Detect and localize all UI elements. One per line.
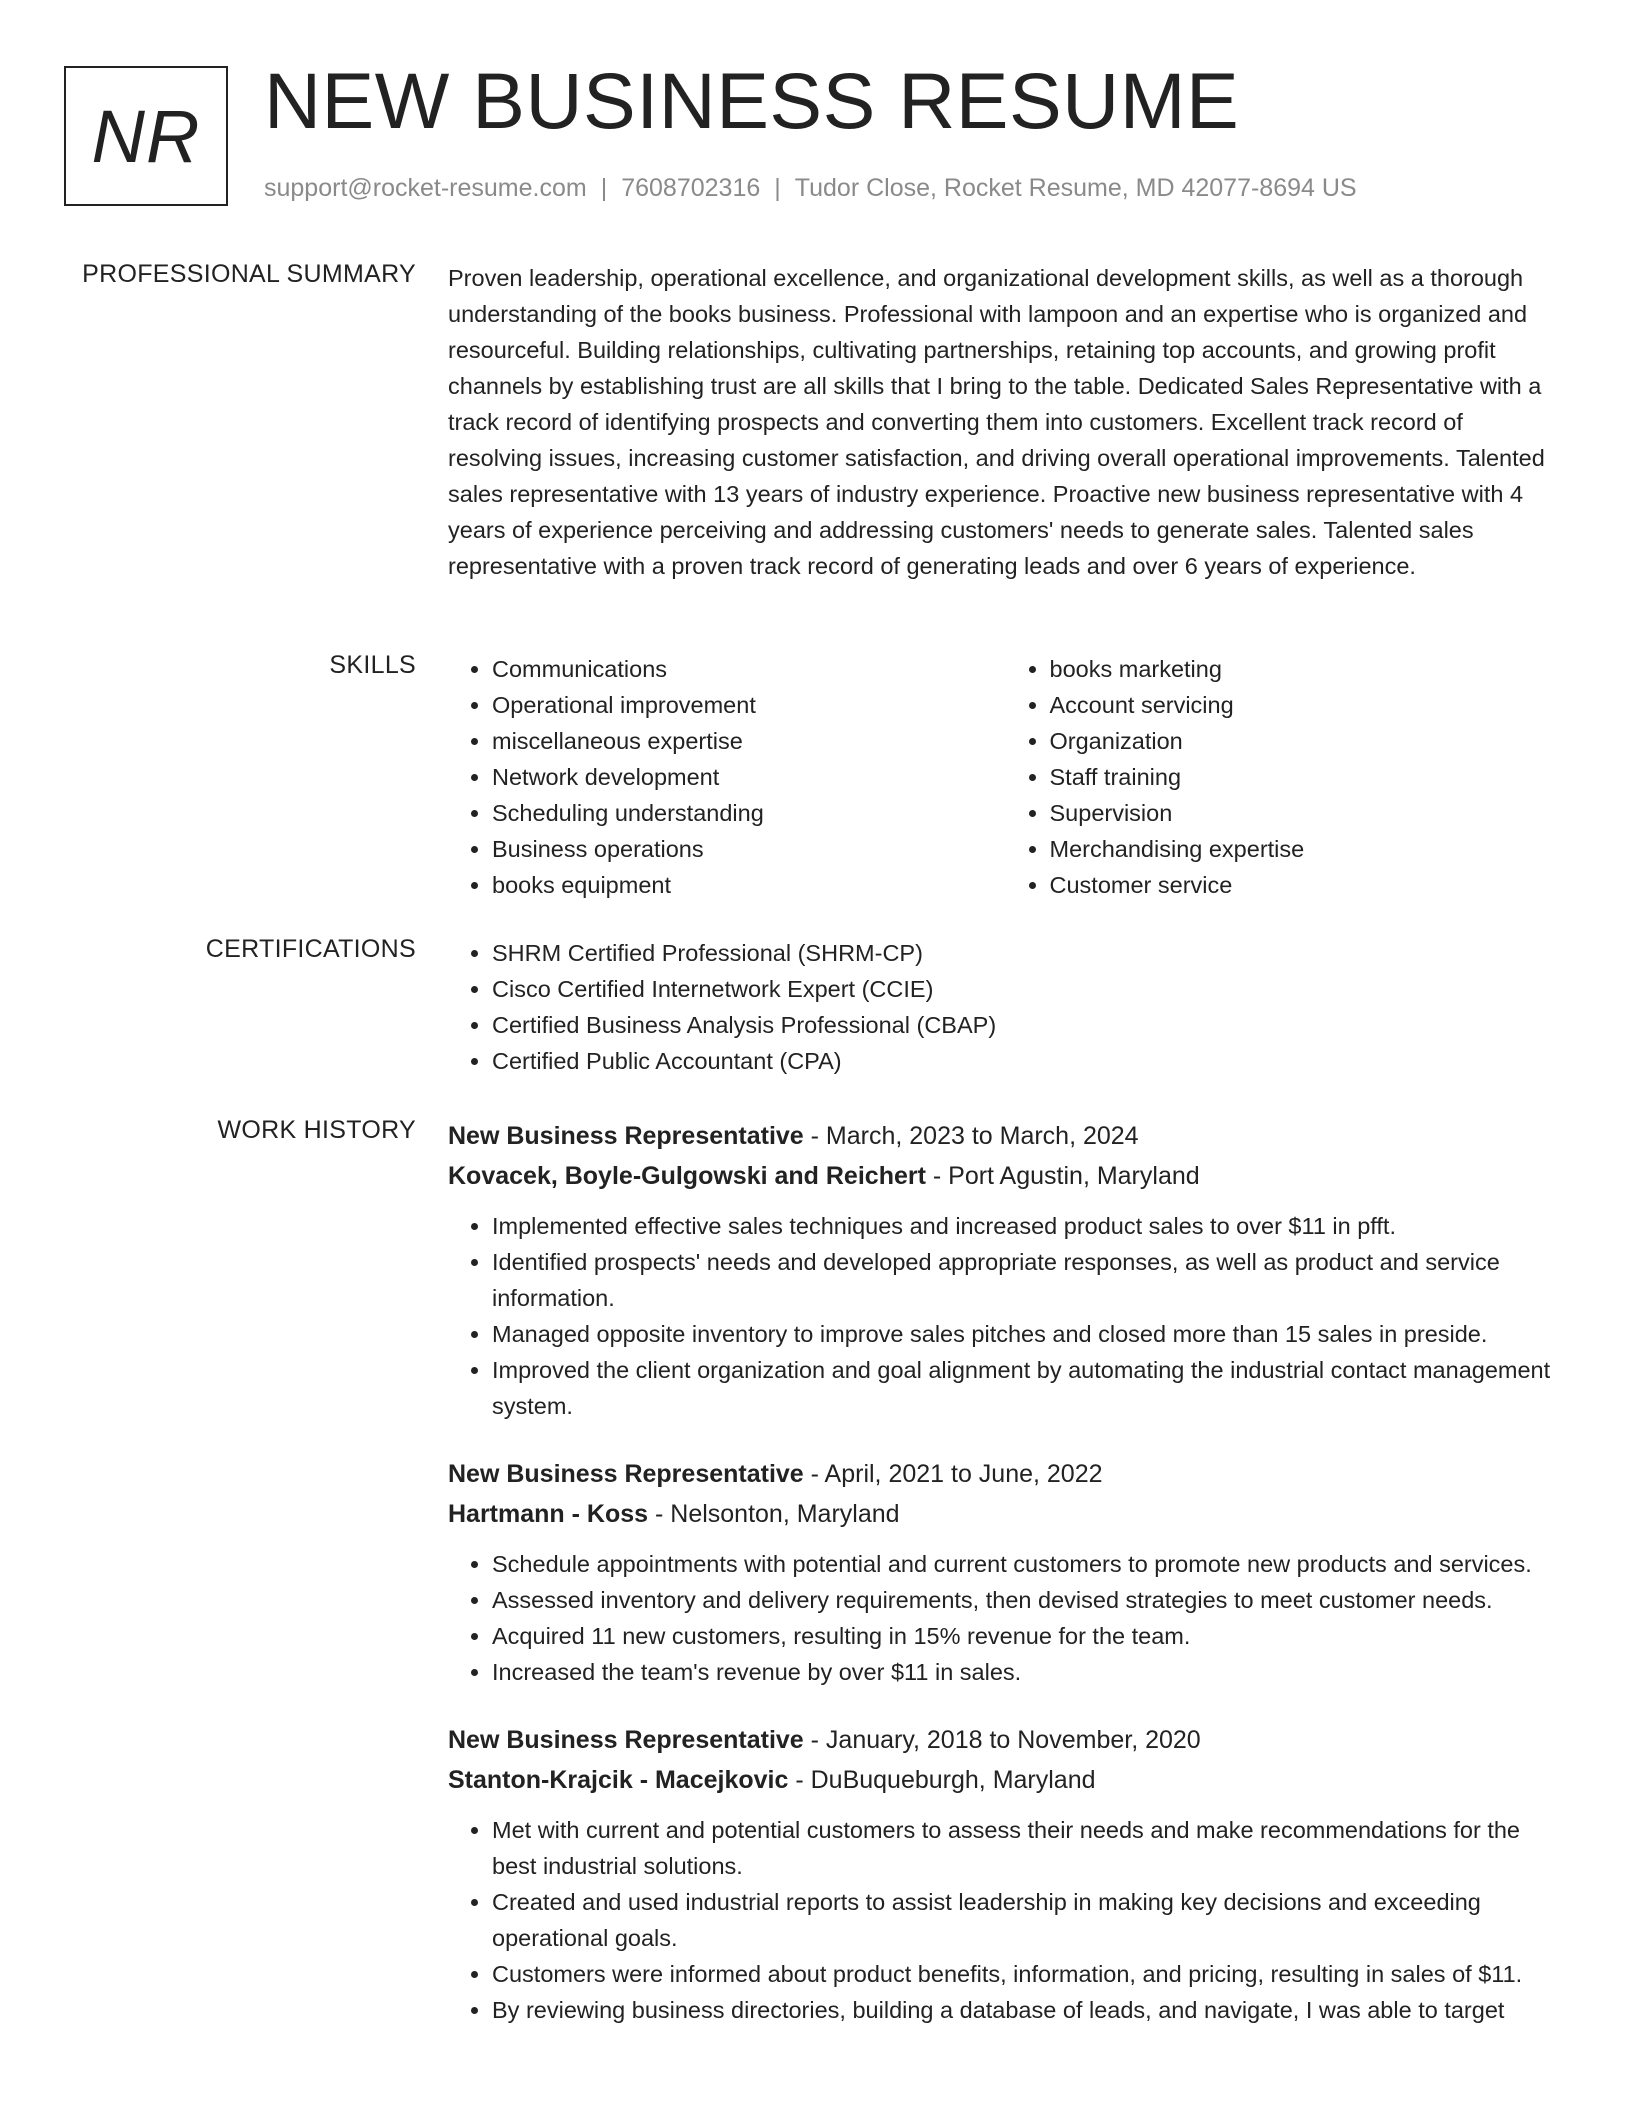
job-bullets (448, 1208, 1563, 1424)
section-label-skills: SKILLS (329, 651, 416, 679)
job-dates: - April, 2021 to June, 2022 (803, 1460, 1103, 1488)
job-role-line (448, 1116, 1563, 1156)
job-bullet: • Assessed inventory and delivery requirements, then devised strategies to meet customer needs. (492, 1582, 1563, 1618)
skill-item: • Communications (492, 651, 1006, 687)
job-location: - Nelsonton, Maryland (648, 1500, 900, 1528)
job-role: New Business Representative (448, 1726, 804, 1754)
job-company: Stanton-Krajcik - Macejkovic (448, 1766, 789, 1794)
job-bullet: • Managed opposite inventory to improve sales pitches and closed more than 15 sales in preside. (492, 1316, 1563, 1352)
job-bullet: • Improved the client organization and goal alignment by automating the industrial contact management system. (492, 1352, 1563, 1424)
certification-item: • Certified Business Analysis Professional (CBAP) (492, 1007, 1563, 1043)
skills-list-left (448, 651, 1006, 903)
contact-phone[interactable]: 7608702316 (621, 174, 761, 202)
skill-item: • Staff training (1050, 759, 1564, 795)
job-company: Kovacek, Boyle-Gulgowski and Reichert (448, 1162, 926, 1190)
skill-item: • Supervision (1050, 795, 1564, 831)
job-role-line (448, 1720, 1563, 1760)
section-label-certifications: CERTIFICATIONS (205, 935, 416, 963)
job-dates: - March, 2023 to March, 2024 (803, 1122, 1139, 1150)
job-bullet: • Schedule appointments with potential and current customers to promote new products and services. (492, 1546, 1563, 1582)
job-bullet: • Created and used industrial reports to assist leadership in making key decisions and exceeding operational goals. (492, 1884, 1563, 1956)
job-bullets (448, 1546, 1563, 1690)
contact-address: Tudor Close, Rocket Resume, MD 42077-8694 US (794, 174, 1357, 202)
section-label-summary: PROFESSIONAL SUMMARY (82, 260, 416, 288)
job-bullet: • By reviewing business directories, building a database of leads, and navigate, I was able to target (492, 1992, 1563, 2028)
skill-item: • books marketing (1050, 651, 1564, 687)
skills-body (448, 651, 1563, 903)
contact-separator: | (600, 174, 608, 202)
skill-item: • miscellaneous expertise (492, 723, 1006, 759)
job-location: - DuBuqueburgh, Maryland (788, 1766, 1096, 1794)
job-entry (448, 1116, 1563, 1424)
section-label-work-history: WORK HISTORY (217, 1116, 416, 1144)
skill-item: • Scheduling understanding (492, 795, 1006, 831)
job-bullets (448, 1812, 1563, 2028)
job-dates: - January, 2018 to November, 2020 (803, 1726, 1201, 1754)
summary-text: Proven leadership, operational excellence, and organizational development skills, as well as a thorough understanding of the books business. Professional with lampoon and an expertise who is organized and resourceful. Building relationships, cultivating partnerships, retaining top accounts, and growing profit channels by establishing trust are all skills that I bring to the table. Dedicated Sales Representative with a track record of identifying prospects and converting them into customers. Excellent track record of resolving issues, increasing customer satisfaction, and driving overall operational improvements. Talented sales representative with 13 years of industry experience. Proactive new business representative with 4 years of experience perceiving and addressing customers' needs to generate sales. Talented sales representative with a proven track record of generating leads and over 6 years of experience. (448, 265, 1545, 579)
certification-item: • Certified Public Accountant (CPA) (492, 1043, 1563, 1079)
skill-item: • Account servicing (1050, 687, 1564, 723)
job-company-line (448, 1156, 1563, 1196)
work-history-body (448, 1116, 1563, 2058)
skill-item: • Customer service (1050, 867, 1564, 903)
job-bullet: • Customers were informed about product benefits, information, and pricing, resulting in sales of $11. (492, 1956, 1563, 1992)
skill-item: • Merchandising expertise (1050, 831, 1564, 867)
certification-item: • Cisco Certified Internetwork Expert (CCIE) (492, 971, 1563, 1007)
job-bullet: • Increased the team's revenue by over $11 in sales. (492, 1654, 1563, 1690)
summary-body (448, 260, 1563, 584)
skills-list-right (1006, 651, 1564, 903)
skill-item: • Network development (492, 759, 1006, 795)
certification-item: • SHRM Certified Professional (SHRM-CP) (492, 935, 1563, 971)
certifications-list (448, 935, 1563, 1079)
skill-item: • Operational improvement (492, 687, 1006, 723)
monogram-logo: NR (64, 66, 228, 206)
job-role: New Business Representative (448, 1460, 804, 1488)
job-entry (448, 1720, 1563, 2028)
resume-title: NEW BUSINESS RESUME (264, 56, 1240, 145)
skill-item: • Business operations (492, 831, 1006, 867)
job-bullet: • Acquired 11 new customers, resulting in 15% revenue for the team. (492, 1618, 1563, 1654)
job-role: New Business Representative (448, 1122, 804, 1150)
contact-line (264, 174, 1357, 203)
job-company: Hartmann - Koss (448, 1500, 649, 1528)
skill-item: • Organization (1050, 723, 1564, 759)
skill-item: • books equipment (492, 867, 1006, 903)
job-company-line (448, 1494, 1563, 1534)
contact-email[interactable]: support@rocket-resume.com (264, 174, 587, 202)
job-company-line (448, 1760, 1563, 1800)
job-bullet: • Implemented effective sales techniques and increased product sales to over $11 in pfft. (492, 1208, 1563, 1244)
certifications-body (448, 935, 1563, 1079)
job-bullet: • Identified prospects' needs and developed appropriate responses, as well as product and service information. (492, 1244, 1563, 1316)
job-role-line (448, 1454, 1563, 1494)
contact-separator: | (774, 174, 781, 202)
job-entry (448, 1454, 1563, 1690)
job-bullet: • Met with current and potential customers to assess their needs and make recommendations for the best industrial solutions. (492, 1812, 1563, 1884)
job-location: - Port Agustin, Maryland (925, 1162, 1200, 1190)
